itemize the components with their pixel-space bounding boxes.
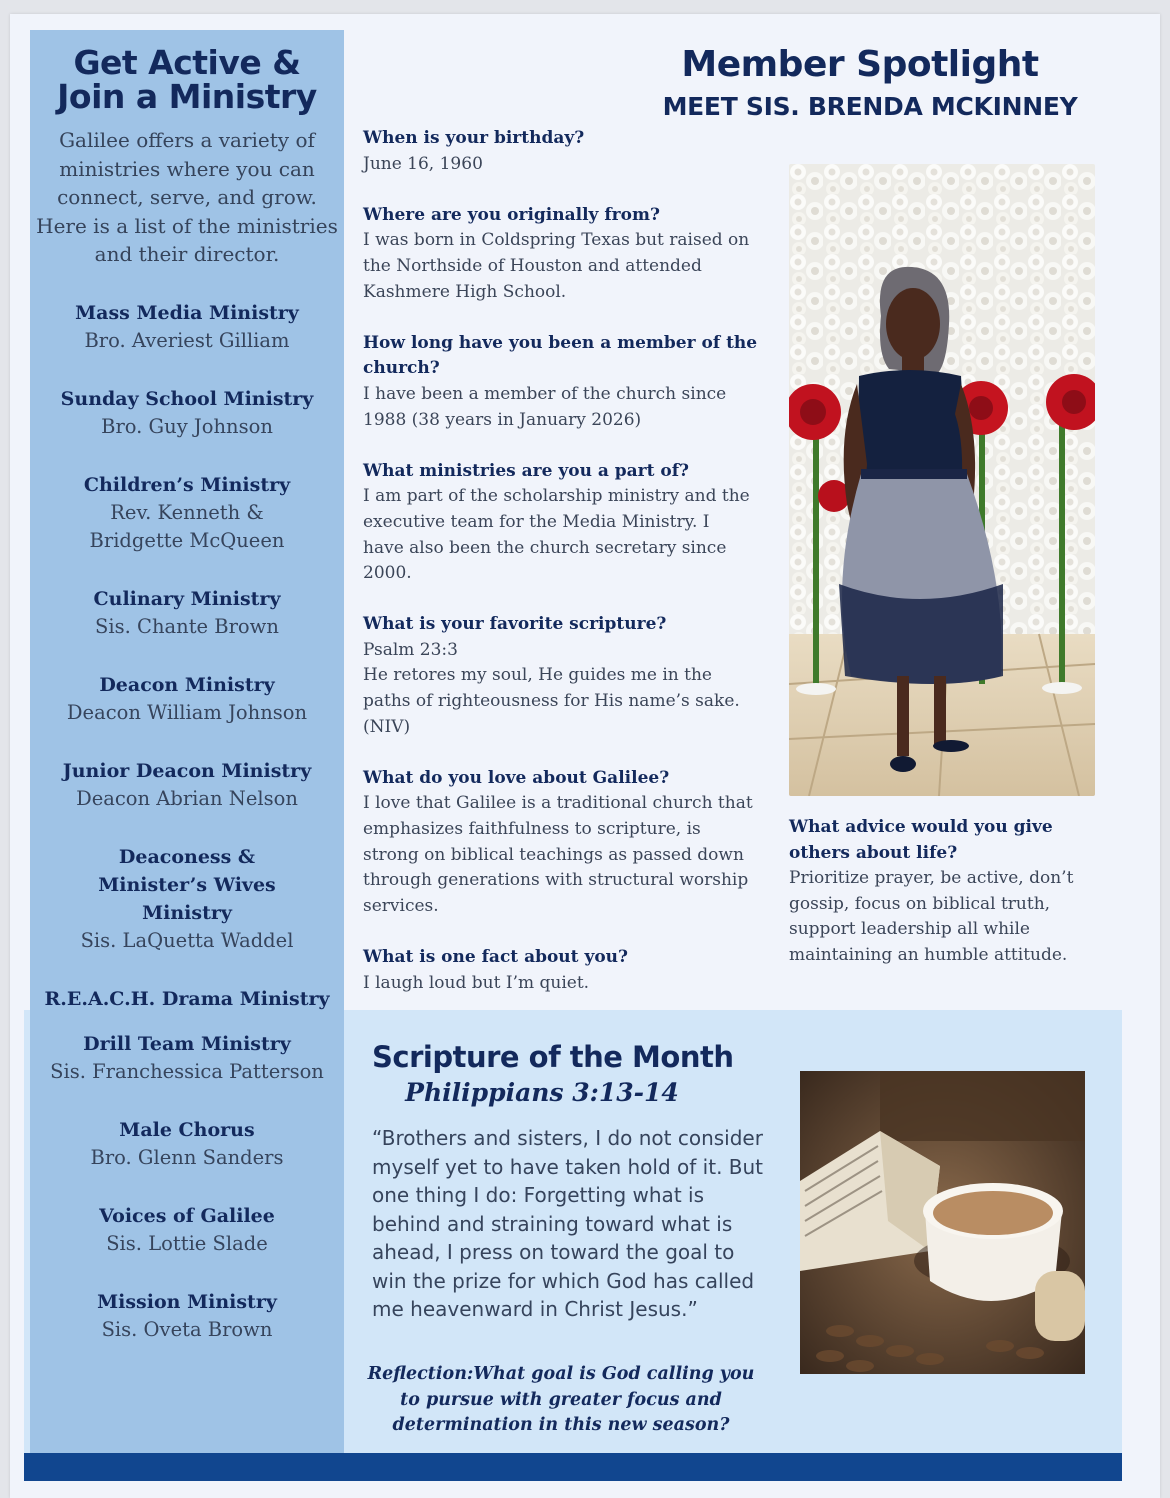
ministry-item bbox=[30, 1202, 344, 1258]
scripture-reference: Philippians 3:13-14 bbox=[405, 1078, 679, 1107]
intro-line: connect, serve, and grow. bbox=[57, 185, 317, 209]
sidebar-title-line2: Join a Ministry bbox=[57, 77, 317, 116]
qa-item bbox=[363, 766, 768, 920]
ministry-director: Bro. Averiest Gilliam bbox=[84, 328, 290, 352]
coffee-bible-photo bbox=[800, 1071, 1085, 1374]
ministry-director: Deacon Abrian Nelson bbox=[76, 786, 298, 810]
member-photo-illustration bbox=[789, 164, 1095, 796]
qa-question: What do you love about Galilee? bbox=[363, 767, 670, 788]
intro-line: Here is a list of the ministries bbox=[36, 213, 338, 238]
ministry-item bbox=[30, 385, 344, 441]
qa-answer: June 16, 1960 bbox=[363, 153, 483, 174]
qa-answer: I was born in Coldspring Texas but raised on the Northside of Houston and attended Kashmere High School. bbox=[363, 230, 750, 302]
spotlight-title: Member Spotlight bbox=[681, 44, 1039, 85]
qa-answer: I am part of the scholarship ministry and the executive team for the Media Ministry. I have also been the church secretary since 2000. bbox=[363, 486, 750, 584]
qa-question: What is one fact about you? bbox=[363, 947, 628, 967]
qa-item bbox=[363, 945, 768, 996]
ministry-name: Mission Ministry bbox=[97, 1291, 277, 1313]
qa-answer: I love that Galilee is a traditional church that emphasizes faithfulness to scripture, is strong on biblical teachings as passed down through generations with structural worship services. bbox=[363, 793, 753, 916]
ministry-name: Voices of Galilee bbox=[99, 1205, 275, 1227]
sidebar-title bbox=[30, 43, 344, 116]
ministry-item bbox=[30, 585, 344, 641]
ministry-name: Junior Deacon Ministry bbox=[62, 759, 312, 782]
spotlight-subtitle: MEET SIS. BRENDA MCKINNEY bbox=[662, 92, 1078, 121]
qa-answer: Psalm 23:3 He retores my soul, He guides me in the paths of righteousness for His name’s sake. (NIV) bbox=[363, 639, 740, 737]
qa-answer: I have been a member of the church since 1988 (38 years in January 2026) bbox=[363, 383, 727, 430]
coffee-bible-illustration bbox=[800, 1071, 1085, 1374]
qa-question: When is your birthday? bbox=[363, 128, 585, 148]
qa-question: What is your favorite scripture? bbox=[363, 614, 667, 635]
member-photo bbox=[789, 164, 1095, 796]
qa-item bbox=[363, 331, 768, 433]
ministry-director: Sis. Oveta Brown bbox=[101, 1318, 273, 1341]
sidebar-title-line1: Get Active & bbox=[73, 43, 301, 82]
intro-line: and their director. bbox=[94, 242, 280, 266]
qa-question: What ministries are you a part of? bbox=[363, 460, 690, 481]
ministry-item bbox=[30, 1030, 344, 1086]
ministry-name: Drill Team Ministry bbox=[83, 1033, 291, 1055]
sidebar-intro bbox=[30, 126, 344, 269]
qa-item bbox=[363, 126, 768, 177]
ministry-name: Culinary Ministry bbox=[93, 587, 281, 610]
qa-question: Where are you originally from? bbox=[363, 204, 660, 225]
ministry-director: Bro. Guy Johnson bbox=[101, 414, 273, 438]
intro-line: Galilee offers a variety of bbox=[59, 128, 315, 152]
ministry-item bbox=[30, 757, 344, 813]
ministry-name: Sunday School Ministry bbox=[60, 387, 314, 410]
spotlight-qa bbox=[363, 126, 768, 1022]
ministry-name: R.E.A.C.H. Drama Ministry bbox=[44, 987, 330, 1010]
ministry-director: Rev. Kenneth & Bridgette McQueen bbox=[89, 500, 285, 552]
qa-item bbox=[363, 459, 768, 587]
ministry-director: Sis. Franchessica Patterson bbox=[50, 1060, 324, 1083]
ministry-name: Children’s Ministry bbox=[83, 473, 291, 496]
intro-line: ministries where you can bbox=[59, 156, 315, 181]
ministry-director: Sis. Lottie Slade bbox=[106, 1232, 268, 1255]
ministry-director: Sis. LaQuetta Waddel bbox=[80, 928, 294, 952]
qa-item bbox=[363, 203, 768, 305]
advice-question: What advice would you give others about life? bbox=[789, 817, 1053, 863]
qa-question: How long have you been a member of the church? bbox=[363, 332, 758, 379]
ministry-director: Bro. Glenn Sanders bbox=[90, 1146, 284, 1169]
ministry-item bbox=[30, 471, 344, 555]
ministry-director: Deacon William Johnson bbox=[66, 700, 308, 724]
advice-block bbox=[789, 815, 1119, 969]
ministry-name: Mass Media Ministry bbox=[75, 301, 299, 324]
ministry-item bbox=[30, 1288, 344, 1344]
ministry-item bbox=[30, 671, 344, 727]
ministry-director: Sis. Chante Brown bbox=[95, 614, 279, 638]
ministry-name: Male Chorus bbox=[119, 1119, 255, 1141]
ministry-item bbox=[30, 299, 344, 355]
ministry-item bbox=[30, 1116, 344, 1172]
bottom-bar bbox=[24, 1453, 1122, 1481]
qa-item bbox=[363, 612, 768, 740]
reflection-text: Reflection:What goal is God calling you to pursue with greater focus and determination in this new season? bbox=[367, 1364, 755, 1435]
ministry-name: Deaconess & Minister’s Wives Ministry bbox=[98, 845, 276, 924]
scripture-text: “Brothers and sisters, I do not consider myself yet to have taken hold of it. But one thing I do: Forgetting what is behind and straining toward what is ahead, I press on toward the goal to win the prize for which God has called me heavenward in Christ Jesus.” bbox=[372, 1126, 764, 1321]
qa-answer: I laugh loud but I’m quiet. bbox=[363, 972, 590, 993]
advice-answer: Prioritize prayer, be active, don’t gossip, focus on biblical truth, support leadership all while maintaining an humble attitude. bbox=[789, 868, 1074, 965]
ministry-name: Deacon Ministry bbox=[99, 673, 275, 696]
sidebar-lower-list bbox=[30, 1010, 344, 1344]
ministry-item bbox=[30, 843, 344, 955]
scripture-title: Scripture of the Month bbox=[372, 1040, 734, 1074]
